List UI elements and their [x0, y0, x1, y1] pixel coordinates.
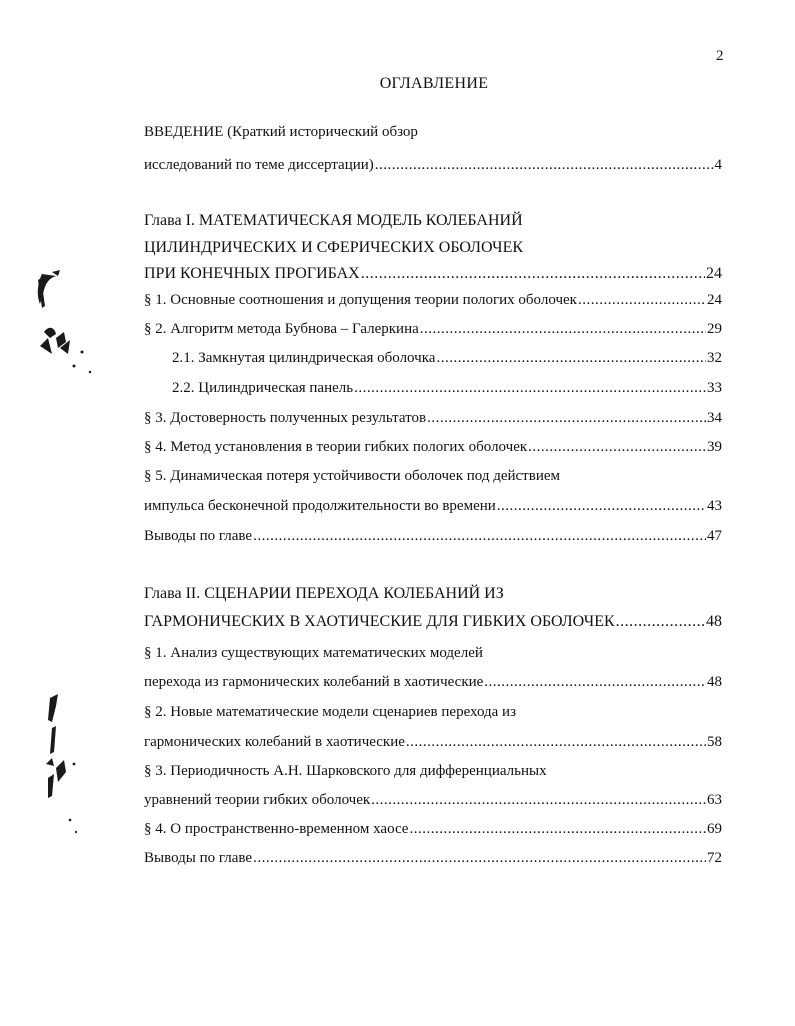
page-ref: 48	[707, 674, 722, 690]
page-ref: 4	[714, 157, 722, 173]
toc-entry-ch1-s2[interactable]	[144, 319, 722, 339]
toc-entry-chapter2[interactable]	[144, 612, 722, 632]
dot-leader	[375, 155, 714, 175]
dot-leader	[436, 348, 706, 368]
chapter1-title-line-1: Глава I. МАТЕМАТИЧЕСКАЯ МОДЕЛЬ КОЛЕБАНИЙ	[144, 212, 523, 229]
ch2-s1-line-1: § 1. Анализ существующих математических моделей	[144, 645, 483, 661]
page-ref: 58	[707, 734, 722, 750]
page-ref: 32	[707, 350, 722, 366]
entry-text: 2.1. Замкнутая цилиндрическая оболочка	[172, 350, 436, 366]
toc-entry-ch2-s2[interactable]	[144, 732, 722, 752]
page-ref: 63	[707, 792, 722, 808]
entry-text: уравнений теории гибких оболочек	[144, 792, 371, 808]
toc-entry-ch1-s2-2[interactable]	[172, 378, 722, 398]
page-ref: 47	[707, 528, 722, 544]
toc-entry-ch2-s3[interactable]	[144, 790, 722, 810]
dot-leader	[361, 264, 705, 284]
entry-text: § 1. Основные соотношения и допущения теории пологих оболочек	[144, 292, 577, 308]
chapter2-title-line-1: Глава II. СЦЕНАРИИ ПЕРЕХОДА КОЛЕБАНИЙ ИЗ	[144, 585, 504, 602]
ch1-s5-line-1: § 5. Динамическая потеря устойчивости оболочек под действием	[144, 468, 561, 484]
page-ref: 43	[707, 498, 722, 514]
intro-line-2: исследований по теме диссертации)	[144, 157, 374, 173]
entry-text: § 2. Алгоритм метода Бубнова – Галеркина	[144, 321, 419, 337]
dot-leader	[578, 290, 706, 310]
page-number: 2	[716, 48, 724, 64]
entry-text: импульса бесконечной продолжительности во времени	[144, 498, 496, 514]
toc-entry-ch1-s1[interactable]	[144, 290, 722, 310]
toc-entry-ch2-s1[interactable]	[144, 672, 722, 692]
page-ref: 48	[706, 613, 722, 630]
toc-entry-chapter1[interactable]	[144, 264, 722, 284]
entry-text: § 3. Достоверность полученных результатов	[144, 410, 427, 426]
toc-entry-ch2-conclusions[interactable]	[144, 848, 722, 868]
ch2-s3-line-1: § 3. Периодичность А.Н. Шарковского для дифференциальных	[144, 763, 547, 779]
dot-leader	[371, 790, 706, 810]
toc-entry-ch1-s4[interactable]	[144, 437, 722, 457]
dot-leader	[406, 732, 706, 752]
page-ref: 39	[707, 439, 722, 455]
entry-text: перехода из гармонических колебаний в хаотические	[144, 674, 484, 690]
dot-leader	[253, 526, 706, 546]
page-ref: 33	[707, 380, 722, 396]
scan-smudge-lower	[40, 692, 90, 842]
dot-leader	[528, 437, 706, 457]
page-ref: 72	[707, 850, 722, 866]
scan-smudge-upper	[30, 268, 100, 378]
chapter2-title-line-2: ГАРМОНИЧЕСКИХ В ХАОТИЧЕСКИЕ ДЛЯ ГИБКИХ ОБОЛОЧЕК	[144, 613, 615, 630]
chapter1-title-line-3: ПРИ КОНЕЧНЫХ ПРОГИБАХ	[144, 265, 360, 282]
dot-leader	[253, 848, 706, 868]
entry-text: § 4. О пространственно-временном хаосе	[144, 821, 409, 837]
page-ref: 69	[707, 821, 722, 837]
toc-entry-ch1-s5[interactable]	[144, 496, 722, 516]
dot-leader	[354, 378, 706, 398]
page-ref: 24	[706, 265, 722, 282]
toc-entry-ch2-s4[interactable]	[144, 819, 722, 839]
entry-text: гармонических колебаний в хаотические	[144, 734, 405, 750]
entry-text: Выводы по главе	[144, 528, 253, 544]
page-ref: 34	[707, 410, 722, 426]
toc-entry-ch1-s3[interactable]	[144, 408, 722, 428]
dot-leader	[409, 819, 706, 839]
entry-text: Выводы по главе	[144, 850, 253, 866]
dot-leader	[420, 319, 706, 339]
page-ref: 24	[707, 292, 722, 308]
entry-text: 2.2. Цилиндрическая панель	[172, 380, 354, 396]
ch2-s2-line-1: § 2. Новые математические модели сценариев перехода из	[144, 704, 517, 720]
entry-text: § 4. Метод установления в теории гибких пологих оболочек	[144, 439, 528, 455]
toc-entry-ch1-s2-1[interactable]	[172, 348, 722, 368]
page-ref: 29	[707, 321, 722, 337]
dot-leader	[484, 672, 706, 692]
dot-leader	[427, 408, 706, 428]
intro-line-1: ВВЕДЕНИЕ (Краткий исторический обзор	[144, 124, 418, 140]
dot-leader	[497, 496, 706, 516]
toc-entry-intro[interactable]	[144, 155, 722, 175]
chapter1-title-line-2: ЦИЛИНДРИЧЕСКИХ И СФЕРИЧЕСКИХ ОБОЛОЧЕК	[144, 239, 524, 256]
dot-leader	[616, 612, 705, 632]
toc-title: ОГЛАВЛЕНИЕ	[379, 75, 489, 92]
toc-entry-ch1-conclusions[interactable]	[144, 526, 722, 546]
